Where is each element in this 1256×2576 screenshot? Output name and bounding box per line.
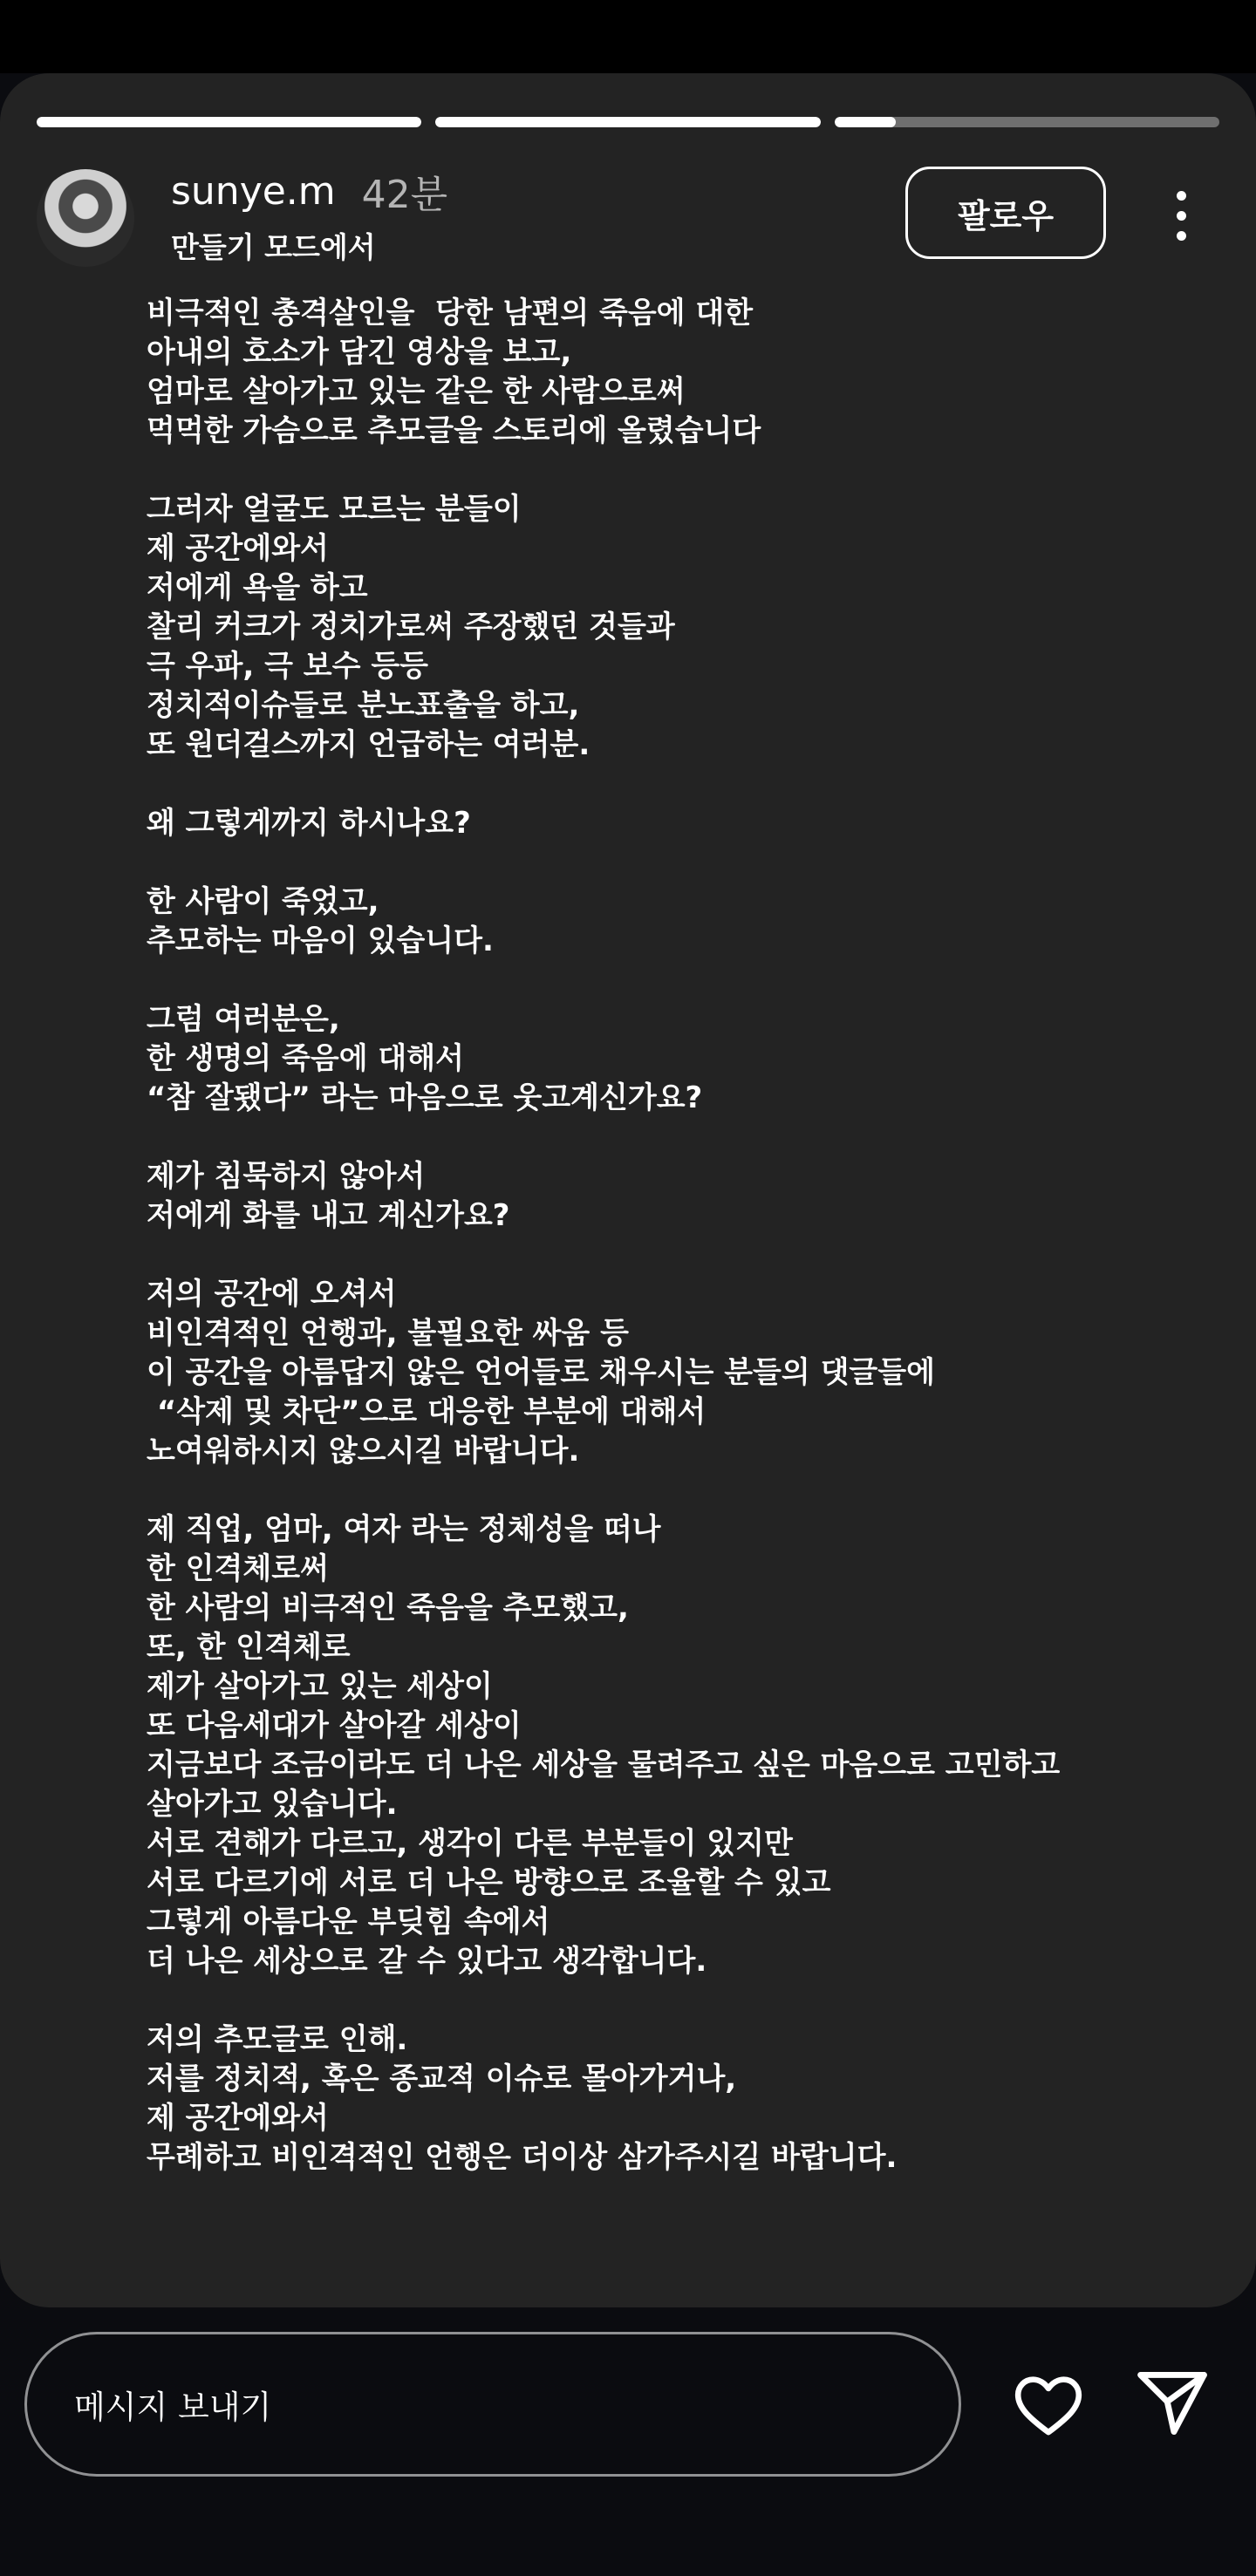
story-mode-label: 만들기 모드에서 [171,230,376,264]
progress-segment [835,117,1219,127]
avatar[interactable] [37,169,134,267]
more-dot [1177,231,1186,241]
message-placeholder: 메시지 보내기 [74,2389,272,2426]
more-dot [1177,211,1186,221]
story-text: 비극적인 총격살인을 당한 남편의 죽음에 대한 아내의 호소가 담긴 영상을 보고, 엄마로 살아가고 있는 같은 한 사람으로써 먹먹한 가슴으로 추모글을 스토리에 올렸습니다 그러자 얼굴도 모르는 분들이 제 공간에와서 저에게 욕을 하고 찰리 커크가 정치가로써 주장했던 것들과 극 우파, 극 보수 등등 정치적이슈들로 분노표출을 하고, 또 원더걸스까지 언급하는 여러분. 왜 그렇게까지 하시나요? 한 사람이 죽었고, 추모하는 마음이 있습니다. 그럼 여러분은, 한 생명의 죽음에 대해서 “참 잘됐다” 라는 마음으로 웃고계신가요? 제가 침묵하지 않아서 저에게 화를 내고 계신가요? 저의 공간에 오셔서 비인격적인 언행과, 불필요한 싸움 등 이 공간을 아름답지 않은 언어들로 채우시는 분들의 댓글들에 “삭제 및 차단”으로 대응한 부분에 대해서 노여워하시지 않으시길 바랍니다. 제 직업, 엄마, 여자 라는 정체성을 떠나 한 인격체로써 한 사람의 비극적인 죽음을 추모했고, 또, 한 인격체로 제가 살아가고 있는 세상이 또 다음세대가 살아갈 세상이 지금보다 조금이라도 더 나은 세상을 물려주고 싶은 마음으로 고민하고 살아가고 있습니다. 서로 견해가 다르고, 생각이 다른 부분들이 있지만 서로 다르기에 서로 더 나은 방향으로 조율할 수 있고 그렇게 아름다운 부딪힘 속에서 더 나은 세상으로 갈 수 있다고 생각합니다. 저의 추모글로 인해. 저를 정치적, 혹은 종교적 이슈로 몰아가거나, 제 공간에와서 무례하고 비인격적인 언행은 더이상 삼가주시길 바랍니다. [147,296,1061,2175]
story-progress-bar [37,117,1219,127]
progress-fill [37,117,421,127]
username-link[interactable]: sunye.m [171,168,336,214]
send-icon[interactable] [1132,2363,1212,2443]
story-viewer[interactable] [0,73,1256,2307]
story-author [171,164,447,218]
progress-fill [835,117,897,127]
status-bar-area [0,0,1256,73]
heart-icon[interactable] [1010,2367,1087,2443]
progress-fill [435,117,820,127]
more-options-icon[interactable] [1157,167,1205,263]
more-dot [1177,191,1186,201]
progress-segment [435,117,820,127]
message-input[interactable] [24,2332,961,2477]
progress-segment [37,117,421,127]
follow-button[interactable]: 팔로우 [905,167,1106,259]
post-time: 42분 [361,173,448,217]
